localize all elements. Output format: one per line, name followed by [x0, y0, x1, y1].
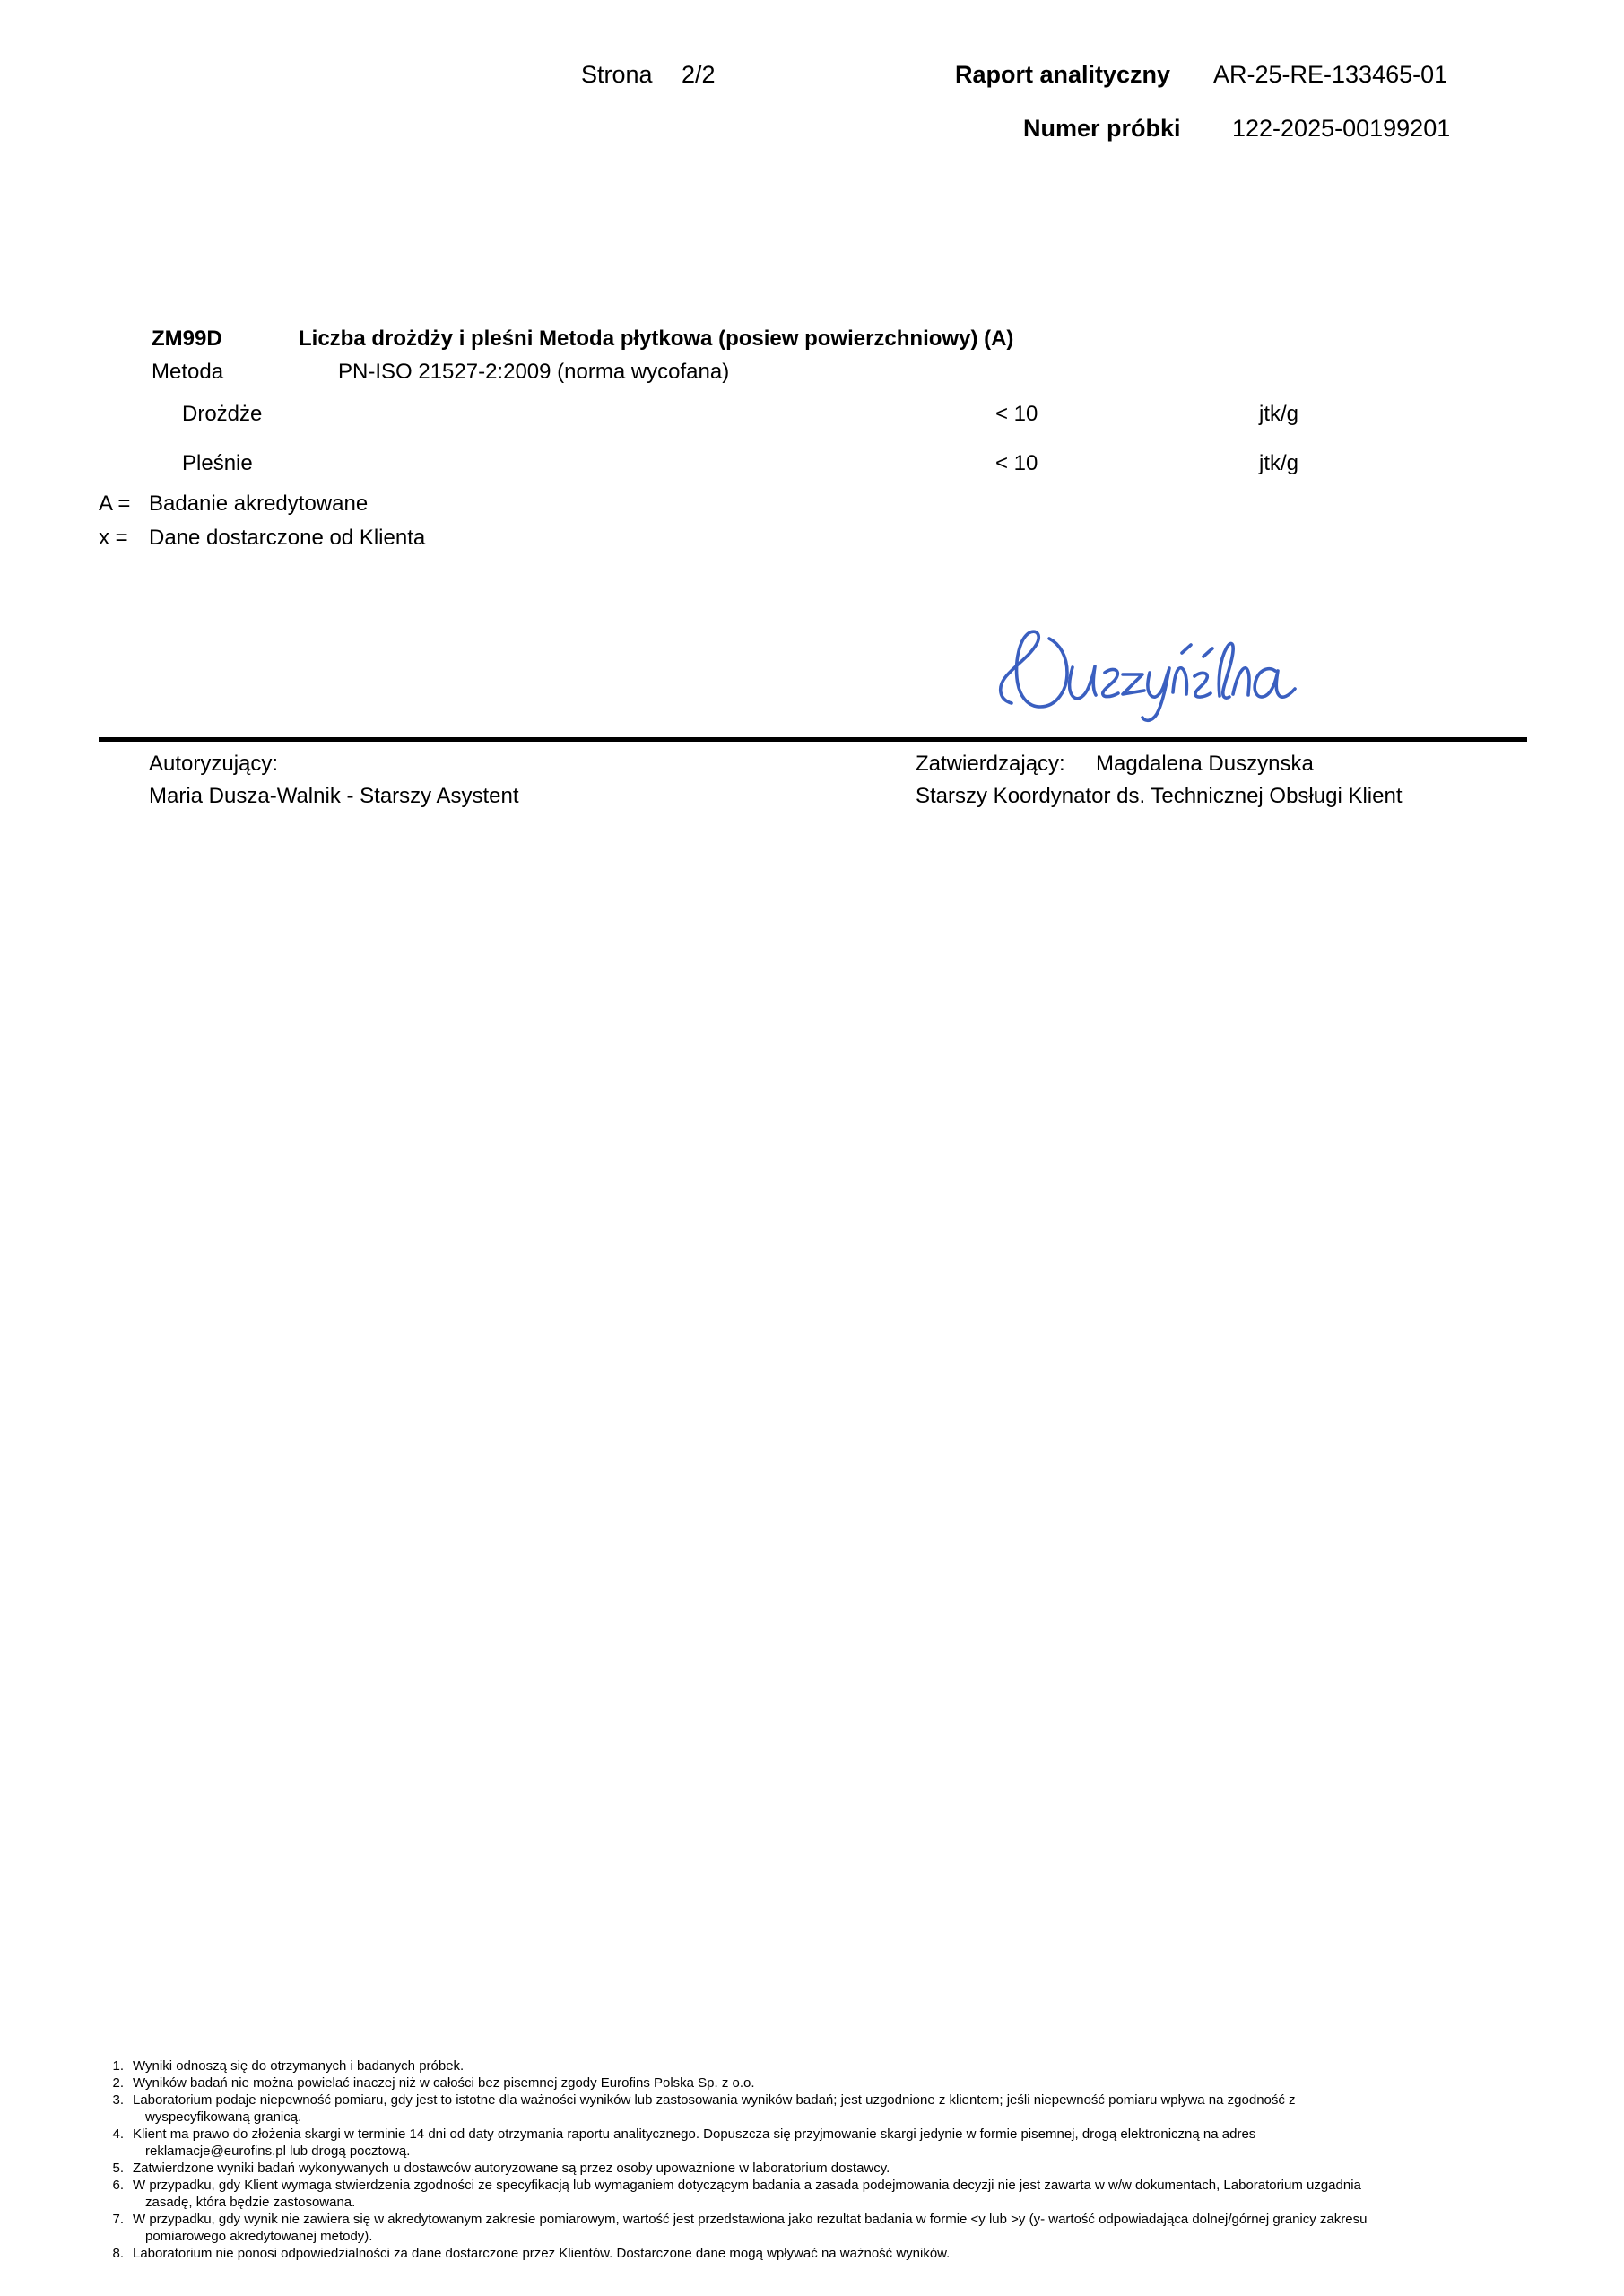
footnote-number: 5.: [112, 2161, 124, 2176]
footnote-item: [99, 2211, 1530, 2245]
sample-number-value: 122-2025-00199201: [1232, 115, 1451, 142]
legend-section: [0, 491, 1624, 560]
footnote-item: [99, 2057, 1530, 2074]
legend-text: Badanie akredytowane: [149, 491, 369, 516]
approver-title: Starszy Koordynator ds. Technicznej Obsługi Klient: [916, 784, 1403, 808]
footnote-number: 2.: [112, 2075, 124, 2091]
footnote-number: 4.: [112, 2126, 124, 2142]
footnote-number: 3.: [112, 2092, 124, 2108]
parameter-unit: jtk/g: [1259, 402, 1299, 426]
parameter-value: < 10: [995, 451, 1038, 475]
page-number: 2/2: [682, 61, 716, 88]
authorizer-name: Maria Dusza-Walnik - Starszy Asystent: [149, 784, 519, 808]
footnote-item: [99, 2126, 1530, 2160]
footnote-text: W przypadku, gdy wynik nie zawiera się w akredytowanym zakresie pomiarowym, wartość jest przedstawiona jako rezultat badania w formie <y lub >y (y- wartość odpowiadająca dolnej/górnej granicy zakresu: [133, 2212, 1368, 2227]
footnote-text: Laboratorium nie ponosi odpowiedzialności za dane dostarczone przez Klientów. Dostarczone dane mogą wpływać na ważność wyników.: [133, 2246, 951, 2261]
parameter-name: Pleśnie: [182, 451, 253, 475]
results-section: [0, 326, 1624, 500]
footnote-text: Laboratorium podaje niepewność pomiaru, gdy jest to istotne dla ważności wyników lub zastosowania wyników badań; jest uzgodnione z klientem; jeśli niepewność pomiaru wpływa na zgodność z: [133, 2092, 1296, 2108]
report-title-label: Raport analityczny: [955, 61, 1171, 88]
parameter-unit: jtk/g: [1259, 451, 1299, 475]
parameter-value: < 10: [995, 402, 1038, 426]
footnote-text-continued: reklamacje@eurofins.pl lub drogą pocztową.: [145, 2144, 411, 2159]
method-value: PN-ISO 21527-2:2009 (norma wycofana): [338, 360, 730, 384]
test-header-row: [0, 326, 1624, 360]
handwritten-signature-icon: [979, 617, 1302, 725]
footnote-text-continued: pomiarowego akredytowanej metody).: [145, 2229, 373, 2244]
parameter-name: Drożdże: [182, 402, 263, 426]
footnote-text: Zatwierdzone wyniki badań wykonywanych u dostawców autoryzowane są przez osoby upoważnione w laboratorium dostawcy.: [133, 2161, 890, 2176]
signature-block: [0, 752, 1624, 832]
footnote-number: 6.: [112, 2178, 124, 2193]
footnote-number: 8.: [112, 2246, 124, 2261]
approver-role-label: Zatwierdzający:: [916, 752, 1065, 776]
method-label: Metoda: [152, 360, 224, 384]
legend-item: [0, 491, 1624, 526]
report-number: AR-25-RE-133465-01: [1213, 61, 1448, 88]
authorizer-role-label: Autoryzujący:: [149, 752, 279, 776]
test-name: Liczba drożdży i pleśni Metoda płytkowa (posiew powierzchniowy) (A): [299, 326, 1014, 351]
legend-key: A =: [99, 491, 131, 516]
result-row: [0, 402, 1624, 451]
signature-divider: [99, 737, 1527, 742]
footnote-item: [99, 2092, 1530, 2126]
footnote-text: Klient ma prawo do złożenia skargi w terminie 14 dni od daty otrzymania raportu analitycznego. Dopuszcza się przyjmowanie skargi jedynie w formie pisemnej, drogą elektroniczną na adres: [133, 2126, 1256, 2142]
legend-text: Dane dostarczone od Klienta: [149, 526, 426, 550]
header-row-sample: [0, 115, 1624, 149]
footnote-item: [99, 2074, 1530, 2092]
method-row: [0, 360, 1624, 402]
header-row-page: [0, 61, 1624, 95]
footnote-text: W przypadku, gdy Klient wymaga stwierdzenia zgodności ze specyfikacją lub wymaganiem dotyczącym badania a zasada podejmowania decyzji nie jest zawarta w w/w dokumentach, Laboratorium uzgadnia: [133, 2178, 1361, 2193]
footnote-number: 1.: [112, 2058, 124, 2074]
footnote-text-continued: wyspecyfikowaną granicą.: [145, 2109, 302, 2125]
footnote-text: Wyniki odnoszą się do otrzymanych i badanych próbek.: [133, 2058, 465, 2074]
legend-key: x =: [99, 526, 128, 550]
footnote-item: [99, 2177, 1530, 2211]
sample-number-label: Numer próbki: [1023, 115, 1181, 142]
footnote-item: [99, 2245, 1530, 2262]
footnote-number: 7.: [112, 2212, 124, 2227]
approver-name: Magdalena Duszynska: [1096, 752, 1314, 776]
footnote-item: [99, 2160, 1530, 2177]
footnote-text-continued: zasadę, która będzie zastosowana.: [145, 2195, 356, 2210]
page-label: Strona: [581, 61, 653, 88]
footnote-text: Wyników badań nie można powielać inaczej niż w całości bez pisemnej zgody Eurofins Polska Sp. z o.o.: [133, 2075, 755, 2091]
test-code: ZM99D: [152, 326, 222, 351]
legend-item: [0, 526, 1624, 560]
footnotes-section: [99, 2057, 1530, 2262]
